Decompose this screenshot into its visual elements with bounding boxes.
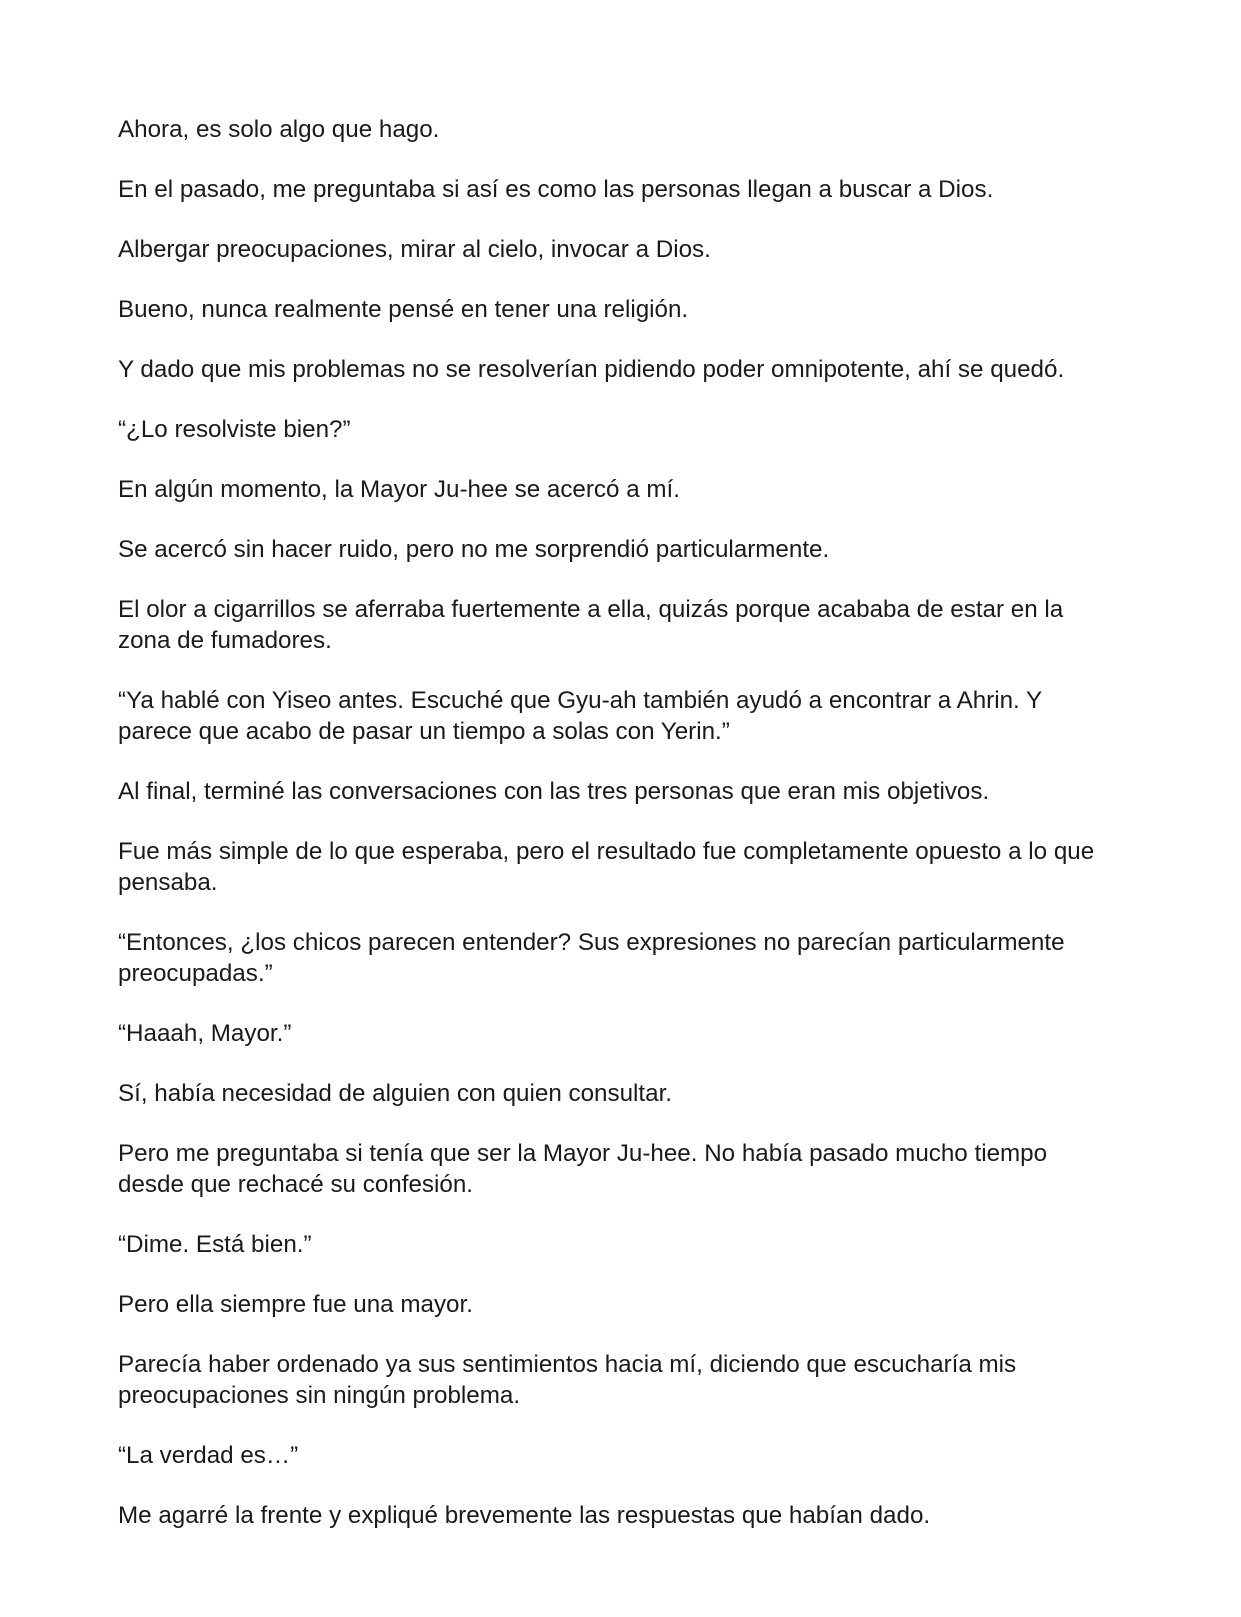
paragraph: Parecía haber ordenado ya sus sentimientos hacia mí, diciendo que escucharía mis preocupaciones sin ningún problema.	[118, 1351, 1017, 1409]
paragraph: Fue más simple de lo que esperaba, pero el resultado fue completamente opuesto a lo que pensaba.	[118, 838, 1095, 896]
paragraph: “La verdad es…”	[118, 1442, 299, 1469]
paragraph: En algún momento, la Mayor Ju-hee se acercó a mí.	[118, 476, 680, 503]
paragraph: Albergar preocupaciones, mirar al cielo, invocar a Dios.	[118, 236, 711, 263]
paragraph: Y dado que mis problemas no se resolverían pidiendo poder omnipotente, ahí se quedó.	[118, 356, 1065, 383]
paragraph: Sí, había necesidad de alguien con quien consultar.	[118, 1080, 673, 1107]
paragraph: En el pasado, me preguntaba si así es como las personas llegan a buscar a Dios.	[118, 176, 994, 203]
paragraph: Ahora, es solo algo que hago.	[118, 116, 440, 143]
paragraph: Me agarré la frente y expliqué brevemente las respuestas que habían dado.	[118, 1502, 931, 1529]
paragraph: “Haaah, Mayor.”	[118, 1020, 292, 1047]
paragraph: Al final, terminé las conversaciones con las tres personas que eran mis objetivos.	[118, 778, 990, 805]
paragraph: Bueno, nunca realmente pensé en tener una religión.	[118, 296, 689, 323]
paragraph: Se acercó sin hacer ruido, pero no me sorprendió particularmente.	[118, 536, 830, 563]
paragraph: Pero ella siempre fue una mayor.	[118, 1291, 473, 1318]
paragraph: El olor a cigarrillos se aferraba fuertemente a ella, quizás porque acababa de estar en la zona de fumadores.	[118, 596, 1064, 654]
paragraph: “Ya hablé con Yiseo antes. Escuché que Gyu-ah también ayudó a encontrar a Ahrin. Y parece que acabo de pasar un tiempo a solas con Yerin.”	[118, 687, 1042, 745]
paragraph: “Entonces, ¿los chicos parecen entender? Sus expresiones no parecían particularmente preocupadas.”	[118, 929, 1065, 987]
paragraph: “¿Lo resolviste bien?”	[118, 416, 351, 443]
paragraph: “Dime. Está bien.”	[118, 1231, 312, 1258]
paragraph: Pero me preguntaba si tenía que ser la Mayor Ju-hee. No había pasado mucho tiempo desde que rechacé su confesión.	[118, 1140, 1048, 1198]
document-body	[118, 114, 1118, 1560]
